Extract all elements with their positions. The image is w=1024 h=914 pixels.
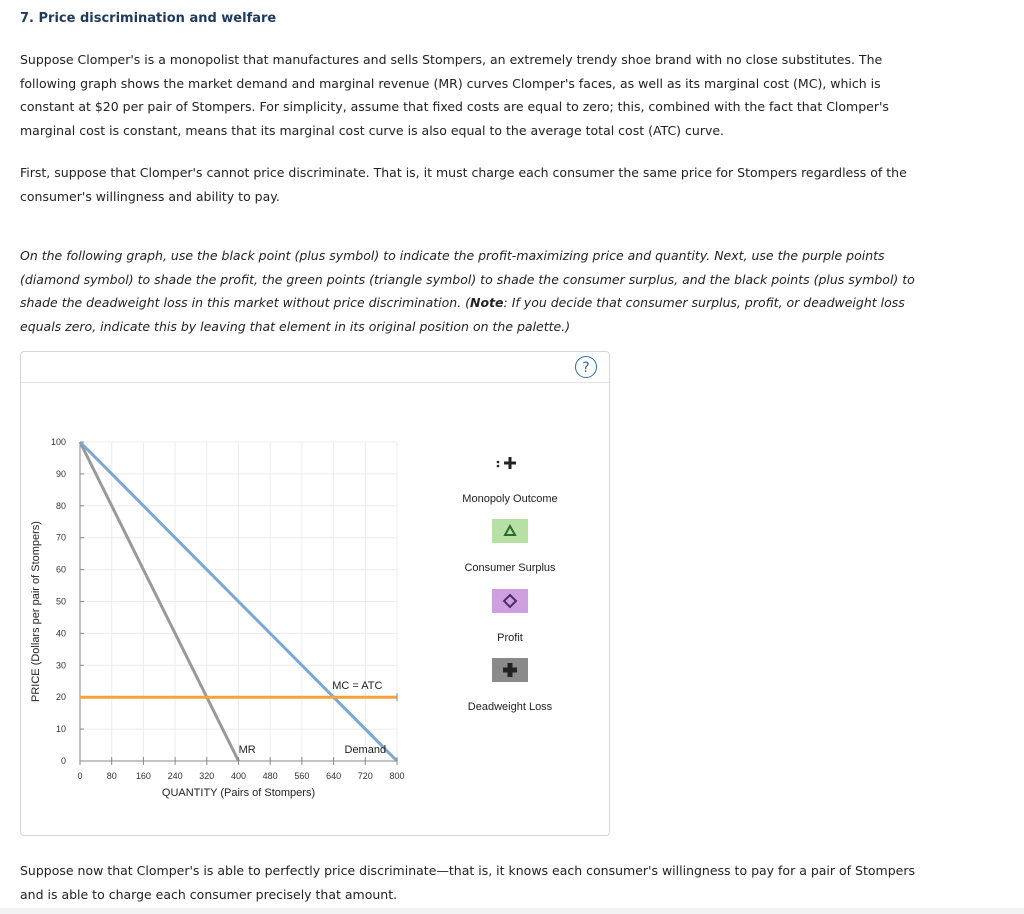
graph-panel	[20, 351, 610, 836]
y-tick-label: 60	[55, 564, 66, 575]
x-axis-title: QUANTITY (Pairs of Stompers)	[161, 787, 316, 799]
instructions-text-a: On the following graph, use the black point (plus symbol) to indicate the profit-maximizing price and quantity. Next, use the purple points (diamond symbol) to shade the profit, the green points (triangle symbol) to shade the consumer surplus, and the black points (plus symbol) to shade the deadweight loss in this market without price discrimination. (	[20, 248, 915, 311]
palette-item-monopoly-outcome[interactable]	[462, 457, 557, 505]
instructions-paragraph	[20, 244, 920, 339]
question-title: 7. Price discrimination and welfare	[20, 11, 277, 26]
page-bottom-edge	[0, 908, 1024, 914]
help-button[interactable]: ?	[575, 356, 597, 378]
plus-point-icon[interactable]	[497, 457, 516, 469]
y-tick-label: 20	[55, 692, 66, 703]
x-tick-label: 720	[357, 771, 373, 781]
palette-item-deadweight-loss[interactable]	[468, 658, 553, 713]
x-tick-label: 240	[167, 771, 183, 781]
curve-label-mr: MR	[238, 744, 256, 757]
instructions-text-b: : If you decide that consumer surplus, profit, or deadweight loss equals zero, indicate this by leaving that element in its original position on the palette.)	[20, 295, 905, 335]
x-tick-label: 160	[135, 771, 151, 781]
assumption-paragraph: First, suppose that Clomper's cannot price discriminate. That is, it must charge each consumer the same price for Stompers regardless of the consumer's willingness and ability to pay.	[20, 165, 907, 204]
x-tick-label: 560	[294, 771, 310, 781]
x-tick-label: 480	[262, 771, 278, 781]
perfect-discrimination-paragraph: Suppose now that Clomper's is able to perfectly price discriminate—that is, it knows each consumer's willingness to pay for a pair of Stompers and is able to charge each consumer precisely that amount.	[20, 863, 915, 902]
y-axis-title: PRICE (Dollars per pair of Stompers)	[30, 521, 42, 702]
curve-label-mc-atc: MC = ATC	[332, 680, 383, 693]
x-tick-label: 800	[389, 771, 405, 781]
y-tick-label: 100	[50, 437, 66, 447]
intro-paragraph: Suppose Clomper's is a monopolist that manufactures and sells Stompers, an extremely trendy shoe brand with no close substitutes. The following graph shows the market demand and marginal revenue (MR) curves Clomper's faces, as well as its marginal cost (MC), which is constant at $20 per pair of Stompers. For simplicity, assume that fixed costs are equal to zero; this, combined with the fact that Clomper's marginal cost is constant, means that its marginal cost curve is also equal to the average total cost (ATC) curve.	[20, 52, 889, 139]
x-tick-label: 80	[106, 771, 117, 781]
palette-item-profit[interactable]	[492, 589, 528, 644]
curve-label-demand: Demand	[344, 744, 387, 757]
x-tick-label: 400	[230, 771, 247, 781]
palette-label: Monopoly Outcome	[462, 493, 558, 505]
y-tick-label: 90	[55, 468, 66, 479]
y-tick-label: 0	[60, 756, 66, 766]
y-tick-label: 80	[55, 500, 66, 511]
palette-label: Consumer Surplus	[464, 562, 556, 574]
y-tick-label: 10	[55, 724, 66, 735]
palette-label: Deadweight Loss	[467, 701, 553, 713]
y-tick-label: 30	[55, 660, 66, 671]
x-tick-label: 0	[77, 771, 83, 781]
palette	[462, 457, 557, 713]
palette-swatch[interactable]	[492, 589, 528, 613]
palette-swatch[interactable]	[492, 519, 528, 543]
y-tick-label: 50	[55, 596, 66, 607]
monopoly-graph[interactable]	[21, 352, 609, 835]
palette-label: Profit	[497, 632, 523, 644]
y-tick-label: 70	[55, 532, 66, 543]
x-tick-label: 640	[326, 771, 342, 781]
x-tick-label: 320	[199, 771, 215, 781]
palette-item-consumer-surplus[interactable]	[464, 519, 556, 574]
y-tick-label: 40	[55, 628, 66, 639]
instructions-note-label: Note	[470, 295, 504, 311]
